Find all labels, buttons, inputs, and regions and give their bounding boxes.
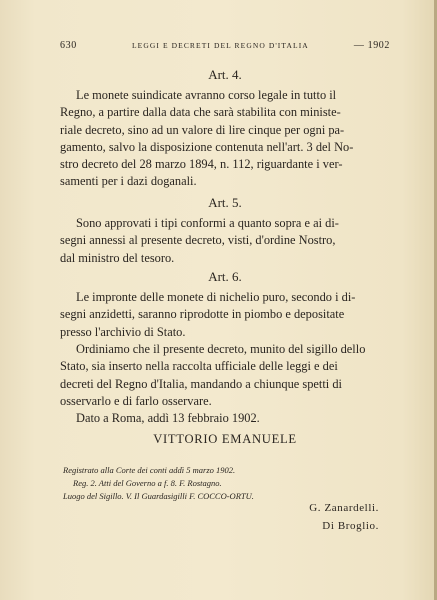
registration-note: Luogo del Sigillo. V. Il Guardasigilli F. COCCO-ORTU. — [63, 491, 254, 501]
text-line: dal ministro del tesoro. — [60, 250, 175, 265]
text-line: Sono approvati i tipi conformi a quanto sopra e ai di- — [76, 216, 339, 230]
text-line: segni anzidetti, saranno riprodotte in piombo e depositate — [60, 307, 345, 322]
article-5-text — [60, 215, 390, 267]
text-line: riale decreto, sino ad un valore di lire cinque per ogni pa- — [60, 122, 345, 137]
article-6-heading: Art. 6. — [208, 269, 242, 284]
registration-note: Reg. 2. Atti del Governo a f. 8. F. Rostagno. — [73, 478, 222, 488]
page-number: 630 — [60, 40, 77, 51]
text-line: segni annessi al presente decreto, visti, d'ordine Nostro, — [60, 233, 336, 248]
royal-signature: VITTORIO EMANUELE — [153, 432, 297, 446]
text-line: Regno, a partire dalla data che sarà stabilita con ministe- — [60, 105, 341, 120]
countersignature: G. Zanardelli. — [309, 502, 379, 514]
article-4-text — [60, 87, 390, 191]
closing-text — [60, 341, 390, 427]
running-head — [60, 40, 390, 54]
running-year: — 1902 — [353, 40, 390, 51]
registration-note: Registrato alla Corte dei conti addì 5 marzo 1902. — [63, 465, 236, 475]
text-line: stro decreto del 28 marzo 1894, n. 112, riguardante i ver- — [60, 157, 343, 172]
text-line: Ordiniamo che il presente decreto, munito del sigillo dello — [76, 342, 366, 356]
article-4-heading: Art. 4. — [208, 67, 242, 82]
article-6-text — [60, 289, 390, 341]
text-line: presso l'archivio di Stato. — [60, 324, 186, 339]
text-line: Le impronte delle monete di nichelio puro, secondo i di- — [76, 290, 356, 304]
text-line: gamento, salvo la disposizione contenuta nell'art. 3 del No- — [60, 139, 354, 154]
text-line: samenti per i dazi doganali. — [60, 174, 197, 189]
article-5-heading: Art. 5. — [208, 195, 242, 210]
dated-line: Dato a Roma, addì 13 febbraio 1902. — [76, 411, 260, 426]
text-line: Le monete suindicate avranno corso legale in tutto il — [76, 88, 337, 102]
text-line: Stato, sia inserto nella raccolta ufficiale delle leggi e dei — [60, 359, 338, 374]
text-line: osservarlo e di farlo osservare. — [60, 393, 212, 408]
countersignature: Di Broglio. — [322, 520, 379, 532]
running-title: LEGGI E DECRETI DEL REGNO D'ITALIA — [132, 41, 309, 50]
text-line: decreti del Regno d'Italia, mandando a chiunque spetti di — [60, 376, 342, 391]
